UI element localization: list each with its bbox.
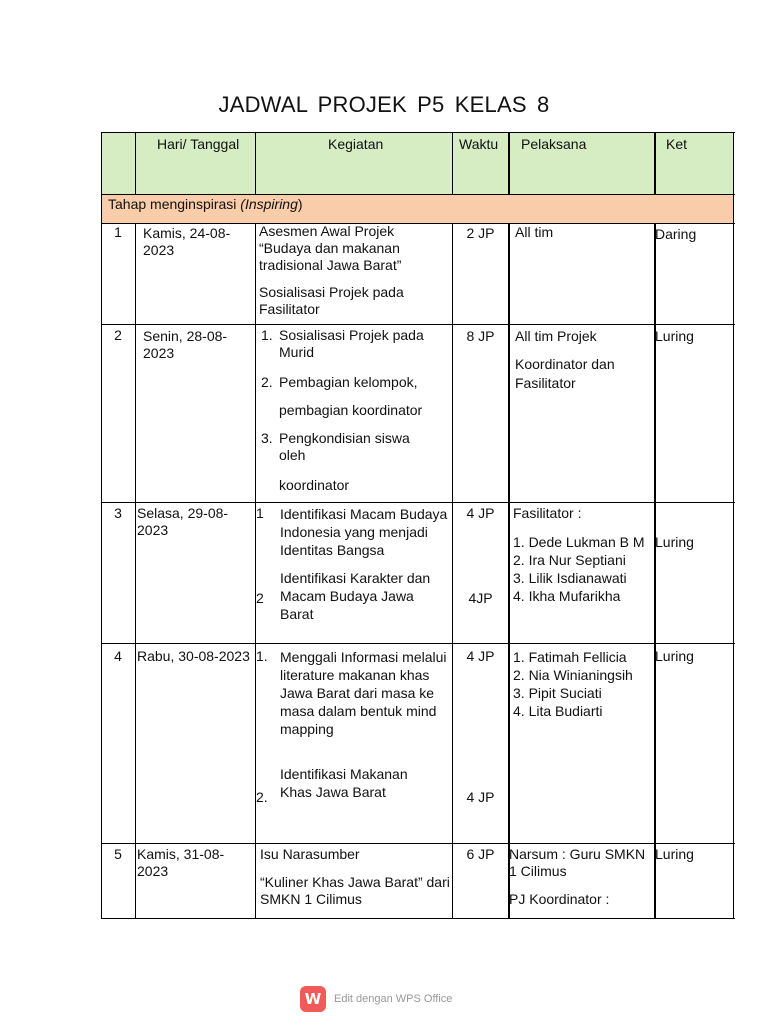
row-time: 4 JP bbox=[466, 648, 495, 664]
list-number: 1. bbox=[261, 327, 273, 343]
list-item: 4. Lita Budiarti bbox=[513, 703, 603, 719]
row-date: Selasa, 29-08-2023 bbox=[137, 505, 229, 538]
stage-label: Tahap menginspirasi (Inspiring) bbox=[108, 196, 303, 212]
row-number: 5 bbox=[114, 846, 122, 862]
row-executor-secondary: PJ Koordinator : bbox=[509, 891, 610, 907]
wps-edit-link[interactable] bbox=[300, 985, 452, 1013]
list-item: Identifikasi Makanan Khas Jawa Barat bbox=[280, 766, 408, 800]
row-executor-secondary: Koordinator dan Fasilitator bbox=[515, 356, 615, 391]
row-time: 4 JP bbox=[466, 505, 495, 521]
col-divider-waktu-header bbox=[508, 132, 510, 194]
row-date: Senin, 28-08-2023 bbox=[143, 328, 228, 361]
header-kegiatan: Kegiatan bbox=[328, 136, 384, 152]
row-time: 8 JP bbox=[466, 328, 495, 344]
col-divider-hari-header bbox=[255, 132, 256, 194]
row-time-secondary: 4JP bbox=[468, 590, 493, 606]
row-number: 1 bbox=[114, 224, 122, 240]
table-border-row2 bbox=[101, 502, 735, 503]
row-number: 2 bbox=[114, 327, 122, 343]
document-title: JADWAL PROJEK P5 KELAS 8 bbox=[218, 92, 550, 117]
row-date: Rabu, 30-08-2023 bbox=[137, 648, 250, 664]
col-divider-no bbox=[135, 223, 136, 919]
row-date: Kamis, 31-08-2023 bbox=[137, 846, 225, 879]
list-item: 1. Fatimah Fellicia bbox=[513, 649, 627, 665]
list-item: Pembagian kelompok, bbox=[279, 374, 418, 390]
row-executor: Narsum : Guru SMKN 1 Cilimus bbox=[509, 846, 646, 879]
list-item: 3. Lilik Isdianawati bbox=[513, 570, 627, 586]
table-border-top bbox=[101, 132, 735, 133]
list-item: koordinator bbox=[279, 477, 350, 493]
list-item: Menggali Informasi melalui literature makanan khas Jawa Barat dari masa ke masa dalam bentuk mind mapping bbox=[280, 649, 447, 737]
row-activity: Asesmen Awal Projek “Budaya dan makanan tradisional Jawa Barat” bbox=[259, 223, 402, 273]
col-divider-waktu bbox=[508, 223, 510, 919]
table-border-bottom bbox=[101, 918, 735, 919]
row-activity-secondary: Sosialisasi Projek pada Fasilitator bbox=[259, 284, 404, 317]
wps-edit-label: Edit dengan WPS Office bbox=[334, 993, 453, 1005]
row-number: 3 bbox=[114, 505, 122, 521]
row-time: 2 JP bbox=[466, 225, 495, 241]
list-item: 2. Nia Winianingsih bbox=[513, 667, 633, 683]
header-waktu: Waktu bbox=[459, 136, 499, 152]
executor-list bbox=[513, 533, 658, 605]
row-number: 4 bbox=[114, 648, 122, 664]
list-item: Identifikasi Karakter dan Macam Budaya Jawa Barat bbox=[280, 570, 431, 622]
row-time: 6 JP bbox=[466, 846, 495, 862]
row-date: Kamis, 24-08-2023 bbox=[143, 225, 231, 258]
wps-logo-icon: W bbox=[300, 986, 326, 1012]
list-number: 2. bbox=[256, 789, 268, 805]
list-number: 3. bbox=[261, 430, 273, 446]
table-border-left bbox=[101, 132, 102, 919]
row-note: Luring bbox=[655, 328, 694, 344]
header-ket: Ket bbox=[666, 136, 688, 152]
row-activity: Isu Narasumber bbox=[260, 846, 360, 862]
table-border-row3 bbox=[101, 643, 735, 644]
header-hari-tanggal: Hari/ Tanggal bbox=[157, 136, 240, 152]
row-time-secondary: 4 JP bbox=[466, 789, 495, 805]
list-item: 3. Pipit Suciati bbox=[513, 685, 602, 701]
executor-list bbox=[513, 648, 658, 720]
list-item: Pengkondisian siswa oleh bbox=[279, 430, 410, 463]
row-activity-secondary: “Kuliner Khas Jawa Barat” dari SMKN 1 Cilimus bbox=[260, 874, 450, 907]
list-item: Sosialisasi Projek pada Murid bbox=[279, 327, 424, 360]
executor-title: Fasilitator : bbox=[513, 505, 582, 521]
table-border-right bbox=[733, 132, 734, 919]
list-item: pembagian koordinator bbox=[279, 402, 423, 418]
list-number: 2 bbox=[256, 590, 264, 606]
list-item: 4. Ikha Mufarikha bbox=[513, 588, 621, 604]
list-number: 2. bbox=[261, 374, 273, 390]
table-border-header bbox=[101, 194, 735, 195]
col-divider-hari bbox=[255, 223, 256, 919]
col-divider-kegiatan-header bbox=[452, 132, 453, 194]
row-note: Luring bbox=[655, 534, 694, 550]
table-border-row4 bbox=[101, 843, 735, 844]
row-note: Daring bbox=[655, 226, 697, 242]
list-number: 1 bbox=[256, 505, 264, 521]
row-executor: All tim Projek bbox=[515, 328, 597, 344]
table-border-row1 bbox=[101, 324, 735, 325]
list-number: 1. bbox=[256, 648, 268, 664]
header-pelaksana: Pelaksana bbox=[521, 136, 587, 152]
list-item: 2. Ira Nur Septiani bbox=[513, 552, 626, 568]
row-note: Luring bbox=[655, 648, 694, 664]
row-note: Luring bbox=[655, 846, 694, 862]
col-divider-pelaksana-header bbox=[654, 132, 656, 194]
list-item: 1. Dede Lukman B M bbox=[513, 534, 645, 550]
row-executor: All tim bbox=[515, 224, 554, 240]
list-item: Identifikasi Macam Budaya Indonesia yang menjadi Identitas Bangsa bbox=[280, 506, 448, 558]
col-divider-no-header bbox=[135, 132, 136, 194]
